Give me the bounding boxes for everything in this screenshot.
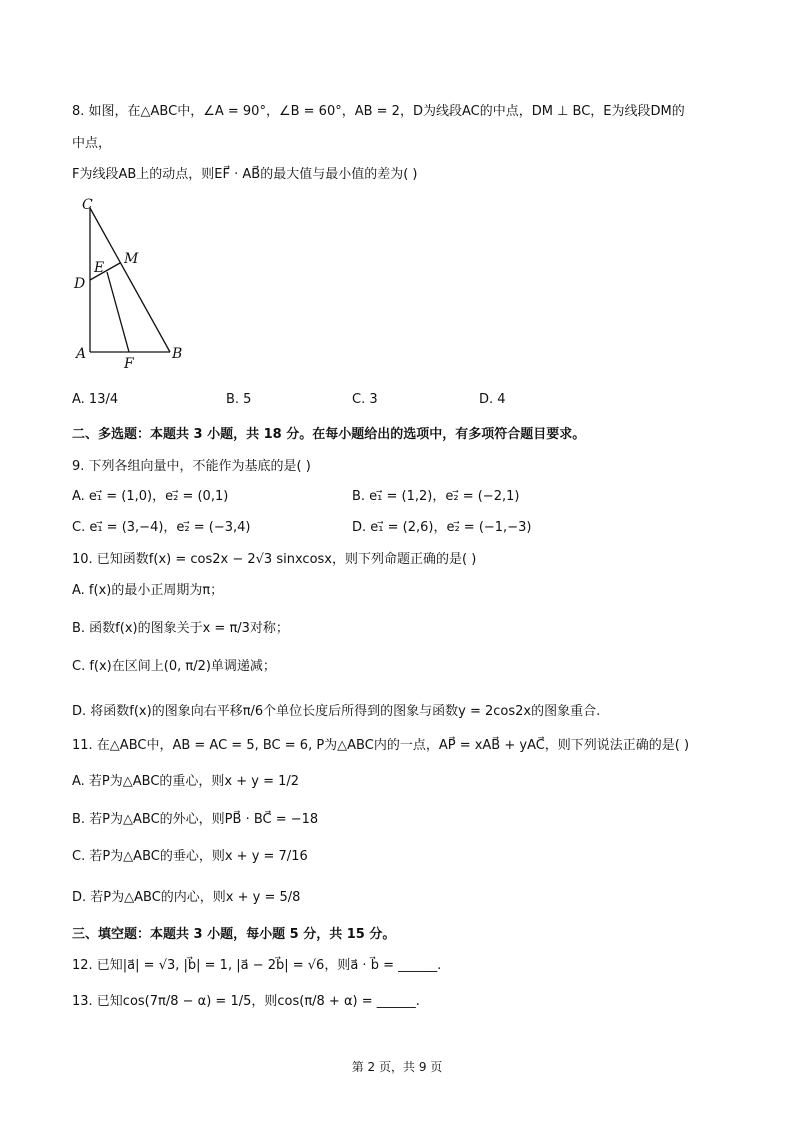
q10-option-a[interactable]: A. f(x)的最小正周期为π；: [72, 583, 224, 598]
q9-option-a[interactable]: A. e₁⃗ = (1,0)，e₂⃗ = (0,1): [72, 489, 229, 504]
q10-option-d[interactable]: D. 将函数f(x)的图象向右平移π/6个单位长度后所得到的图象与函数y = 2cos2x的图象重合.: [72, 704, 601, 719]
q9-option-c[interactable]: C. e₁⃗ = (3,−4)，e₂⃗ = (−3,4): [72, 520, 251, 535]
q11-option-a[interactable]: A. 若P为△ABC的重心，则x + y = 1/2: [72, 774, 300, 789]
q8-line1: 8. 如图，在△ABC中，∠A = 90°，∠B = 60°，AB = 2，D为线段AC的中点，DM ⊥ BC，E为线段DM的: [72, 104, 685, 119]
q9-option-b[interactable]: B. e₁⃗ = (1,2)，e₂⃗ = (−2,1): [352, 489, 520, 504]
q8-option-d[interactable]: D. 4: [479, 392, 506, 407]
q8-line2: 中点，: [72, 136, 112, 151]
q10-stem: 10. 已知函数f(x) = cos2x − 2√3 sinxcosx，则下列命题正确的是( ): [72, 552, 477, 567]
q11-option-c[interactable]: C. 若P为△ABC的垂心，则x + y = 7/16: [72, 849, 308, 864]
q8-option-a[interactable]: A. 13/4: [72, 392, 119, 407]
q11-option-b[interactable]: B. 若P为△ABC的外心，则PB⃗ · BC⃗ = −18: [72, 812, 319, 827]
section-3-heading: 三、填空题：本题共 3 小题，每小题 5 分，共 15 分。: [72, 927, 396, 942]
q8-line3: F为线段AB上的动点，则EF⃗ · AB⃗的最大值与最小值的差为( ): [72, 167, 418, 182]
triangle-figure: [62, 192, 192, 372]
q8-option-b[interactable]: B. 5: [226, 392, 252, 407]
label-e: E: [94, 260, 105, 276]
label-m: M: [124, 251, 139, 267]
q13: 13. 已知cos(7π/8 − α) = 1/5，则cos(π/8 + α) = ______.: [72, 994, 420, 1009]
label-d: D: [74, 276, 86, 292]
label-c: C: [82, 197, 93, 213]
q11-option-d[interactable]: D. 若P为△ABC的内心，则x + y = 5/8: [72, 890, 301, 905]
q12: 12. 已知|a⃗| = √3, |b⃗| = 1, |a⃗ − 2b⃗| = √6，则a⃗ · b⃗ = ______.: [72, 958, 442, 973]
q10-option-c[interactable]: C. f(x)在区间上(0, π/2)单调递减；: [72, 659, 276, 674]
q10-option-b[interactable]: B. 函数f(x)的图象关于x = π/3对称；: [72, 621, 289, 636]
label-b: B: [172, 346, 183, 362]
section-2-heading: 二、多选题：本题共 3 小题，共 18 分。在每小题给出的选项中，有多项符合题目要求。: [72, 427, 586, 442]
label-a: A: [76, 346, 87, 362]
q11-stem: 11. 在△ABC中，AB = AC = 5, BC = 6, P为△ABC内的一点，AP⃗ = xAB⃗ + yAC⃗，则下列说法正确的是( ): [72, 738, 690, 753]
q9-option-d[interactable]: D. e₁⃗ = (2,6)，e₂⃗ = (−1,−3): [352, 520, 532, 535]
page-footer: 第 2 页，共 9 页: [351, 1060, 443, 1074]
q8-option-c[interactable]: C. 3: [352, 392, 378, 407]
q9-stem: 9. 下列各组向量中，不能作为基底的是( ): [72, 459, 311, 474]
label-f: F: [124, 356, 134, 372]
